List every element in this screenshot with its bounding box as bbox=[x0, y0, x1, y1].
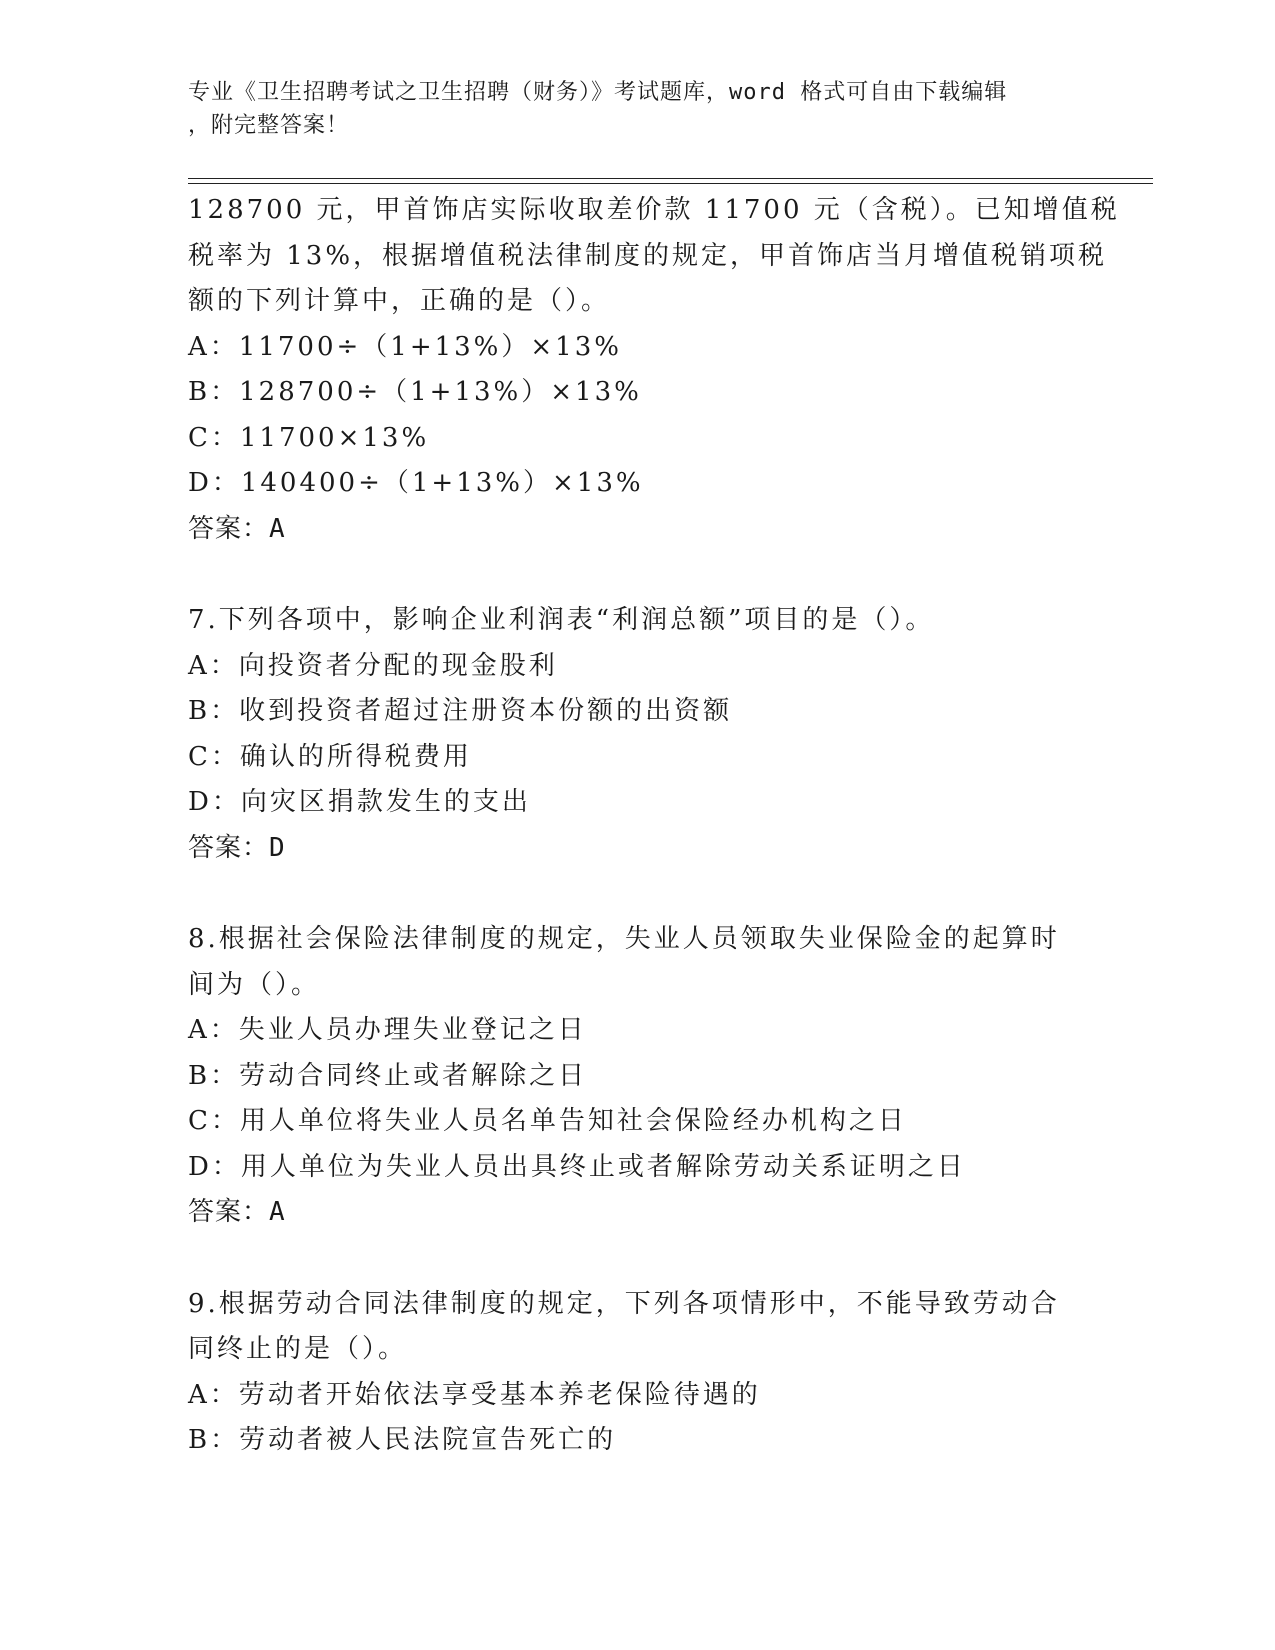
answer-line: 答案：A bbox=[188, 1197, 286, 1227]
option-a: A：失业人员办理失业登记之日 bbox=[188, 1015, 587, 1045]
option-b: B：劳动合同终止或者解除之日 bbox=[188, 1060, 588, 1091]
option-c: C：确认的所得税费用 bbox=[188, 741, 472, 772]
question-spacer bbox=[188, 552, 1088, 598]
answer-line: 答案：D bbox=[188, 832, 286, 863]
document-header bbox=[188, 76, 1088, 142]
question-stem-line: 税率为 13%，根据增值税法律制度的规定，甲首饰店当月增值税销项税 bbox=[188, 240, 1108, 271]
question-6 bbox=[188, 188, 1120, 552]
option-b: B：128700÷（1+13%）×13% bbox=[188, 377, 642, 407]
question-stem-line: 7.下列各项中，影响企业利润表“利润总额”项目的是（）。 bbox=[188, 605, 935, 635]
option-c: C：用人单位将失业人员名单告知社会保险经办机构之日 bbox=[188, 1106, 907, 1136]
option-a: A：11700÷（1+13%）×13% bbox=[188, 331, 622, 362]
option-d: D：140400÷（1+13%）×13% bbox=[188, 468, 644, 498]
question-stem-line: 8.根据社会保险法律制度的规定，失业人员领取失业保险金的起算时 bbox=[188, 924, 1060, 954]
header-line-2: ，附完整答案！ bbox=[188, 113, 350, 138]
question-7 bbox=[188, 598, 1088, 871]
question-stem-line: 9.根据劳动合同法律制度的规定，下列各项情形中，不能导致劳动合 bbox=[188, 1288, 1060, 1319]
question-stem-line: 同终止的是（）。 bbox=[188, 1334, 408, 1364]
option-d: D：用人单位为失业人员出具终止或者解除劳动关系证明之日 bbox=[188, 1151, 966, 1182]
answer-line: 答案：A bbox=[188, 513, 286, 544]
question-stem-line: 128700 元，甲首饰店实际收取差价款 11700 元（含税）。已知增值税 bbox=[188, 195, 1120, 225]
question-8 bbox=[188, 917, 1088, 1236]
option-d: D：向灾区捐款发生的支出 bbox=[188, 787, 531, 817]
header-divider-top bbox=[188, 178, 1153, 179]
question-spacer bbox=[188, 871, 1088, 917]
option-c: C：11700×13% bbox=[188, 422, 430, 453]
option-a: A：劳动者开始依法享受基本养老保险待遇的 bbox=[188, 1379, 761, 1410]
question-9 bbox=[188, 1282, 1088, 1464]
option-b: B：劳动者被人民法院宣告死亡的 bbox=[188, 1425, 617, 1455]
option-a: A：向投资者分配的现金股利 bbox=[188, 650, 558, 681]
question-list bbox=[188, 188, 1120, 1464]
question-spacer bbox=[188, 1236, 1088, 1282]
question-stem-line: 额的下列计算中，正确的是（）。 bbox=[188, 286, 611, 316]
header-divider-bottom bbox=[188, 183, 1153, 184]
question-stem-line: 间为（）。 bbox=[188, 969, 321, 1000]
header-line-1: 专业《卫生招聘考试之卫生招聘（财务）》考试题库，word 格式可自由下载编辑 bbox=[188, 80, 1008, 105]
option-b: B：收到投资者超过注册资本份额的出资额 bbox=[188, 696, 733, 726]
